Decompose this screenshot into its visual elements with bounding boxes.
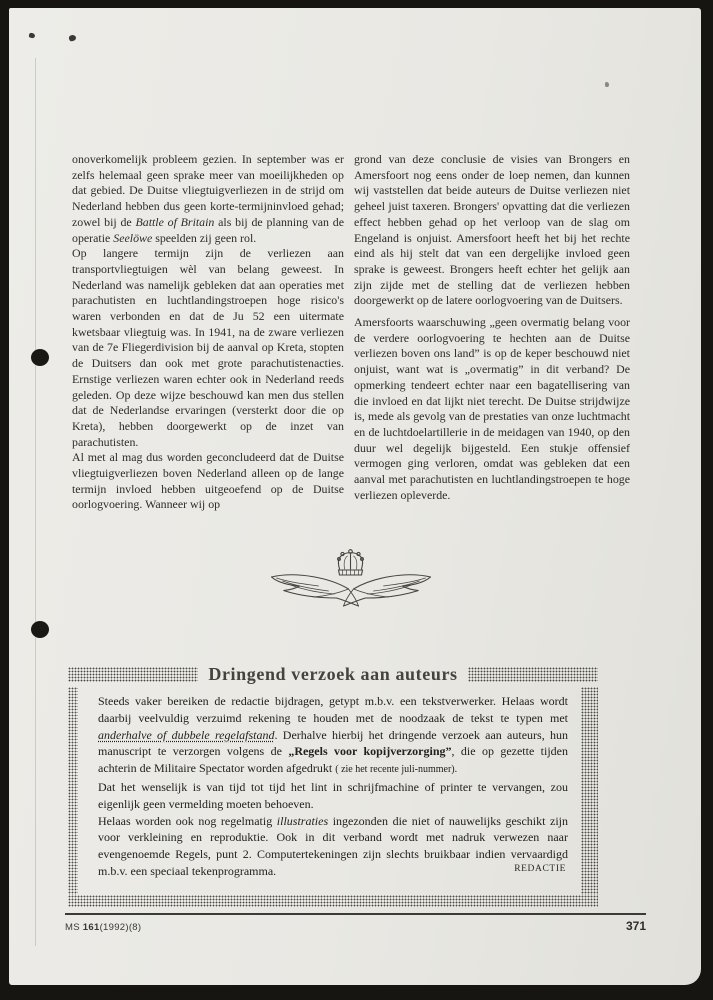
page-footer	[65, 919, 646, 933]
paragraph: Dat het wenselijk is van tijd tot tijd het lint in schrijfmachine of printer te vervangen, zou eigenlijk geen vermelding moeten behoeven.	[98, 779, 568, 811]
notice-header	[68, 661, 598, 687]
right-column	[354, 152, 630, 513]
notice-text	[78, 687, 581, 895]
paragraph: Steeds vaker bereiken de redactie bijdragen, getypt m.b.v. een tekstverwerker. Helaas wordt daarbij veelvuldig verzuimd rekening te houden met de noodzaak de tekst te typen met anderhalve of dubbele regelafstand. Derhalve hierbij het dringende verzoek aan auteurs, hun manuscript te verzorgen volgens de „Regels voor kopijverzorging”, die op gezette tijden achterin de Militaire Spectator worden afgedrukt ( zie het recente juli-nummer).	[98, 694, 569, 776]
notice-title: Dringend verzoek aan auteurs	[208, 663, 458, 684]
winged-crown-emblem-icon	[266, 548, 436, 611]
journal-reference: MS 161(1992)(8)	[65, 922, 142, 933]
paragraph: Op langere termijn zijn de verliezen aan transportvliegtuigen wèl van belang geweest. In Nederland was namelijk gebleken dat aan operaties met parachutisten en luchtlandingstroepen hoge risico's waren verbonden en dat de Ju 52 een uitermate kwetsbaar vliegtuig was. In 1941, na de zware verliezen van de 7e Fliegerdivision bij de aanval op Kreta, stopten de Duitsers dan ook met grote parachutistenacties. Ernstige verliezen waren echter ook in Nederland reeds geleden. Op deze wijze beschouwd kan men dus stellen dat de Nederlandse ervaringen (versterkt door die op Kreta), hebben doorgewerkt op de inzet van parachutisten.	[72, 246, 344, 449]
signature: REDACTIE	[514, 863, 566, 874]
notice-body	[68, 687, 598, 895]
halftone-band	[468, 667, 598, 682]
halftone-band	[68, 687, 78, 895]
ink-smudge	[68, 34, 77, 42]
ink-smudge	[29, 32, 36, 38]
footer-rule	[65, 913, 646, 915]
notice-box	[68, 661, 598, 907]
halftone-band	[581, 687, 598, 895]
ink-speck	[605, 82, 609, 87]
paragraph: grond van deze conclusie de visies van Brongers en Amersfoort nog eens onder de loep nemen, dan kunnen wij vaststellen dat beide auteurs de Duitse verliezen niet geheel juist taxeren. Brongers' opvatting dat die verliezen effect hebben gehad op het verloop van de slag om Engeland is onjuist. Amersfoort heeft het bij het rechte eind als hij stelt dat van een dergelijke invloed geen sprake is geweest. Brongers heeft echter het gelijk aan zijn zijde met de stelling dat de verliezen hebben doorgewerkt op de latere oorlogvoering van de Duitsers.	[354, 152, 630, 308]
paragraph: Helaas worden ook nog regelmatig illustraties ingezonden die niet of nauwelijks geschikt zijn voor verkleining en reproduktie. Ook in dit verband wordt met nadruk verwezen naar evengenoemde Regels, punt 2. Computertekeningen zijn slechts bruikbaar indien vervaardigd m.b.v. een speciaal tekenprogramma.	[98, 813, 569, 878]
scan-fold-line	[35, 58, 36, 946]
left-column	[72, 152, 344, 513]
document-page	[9, 8, 701, 985]
punch-hole	[31, 349, 49, 366]
halftone-band	[68, 895, 598, 907]
page-number: 371	[625, 919, 646, 933]
paragraph: onoverkomelijk probleem gezien. In september was er zelfs helemaal geen sprake meer van moeilijkheden op dat gebied. De Duitse vliegtuigverliezen in de strijd om Nederland hebben dus geen korte-termijninvloed gehad; zowel bij de Battle of Britain als bij de planning van de operatie Seelöwe speelden zij geen rol.	[72, 152, 344, 245]
halftone-band	[68, 667, 198, 682]
article-body	[72, 152, 630, 513]
paragraph: Al met al mag dus worden geconcludeerd dat de Duitse vliegtuigverliezen boven Nederland alleen op de lange termijn invloed hebben uitgeoefend op de Duitse oorlogvoering. Wanneer wij op	[72, 450, 344, 512]
punch-hole	[31, 621, 49, 638]
paragraph: Amersfoorts waarschuwing „geen overmatig belang voor de verdere oorlogvoering te hechten aan de Duitse verliezen boven ons land” is op de keper beschouwd niet onjuist, want wat is „overmatig” in dit verband? De opmerking tendeert echter naar een bagatellisering van die invloed en dat lijkt niet terecht. De Duitse strijdwijze is, mede als gevolg van de prestaties van onze luchtmacht en de luchtdoelartillerie in de meidagen van 1940, op den duur wel degelijk bijgesteld. Een stukje offensief vermogen ging verloren, omdat was gebleken dat een aanval met parachutisten en luchtlandingstroepen te hoge verliezen opleverde.	[354, 315, 630, 502]
paragraph-with-signature	[98, 813, 568, 880]
